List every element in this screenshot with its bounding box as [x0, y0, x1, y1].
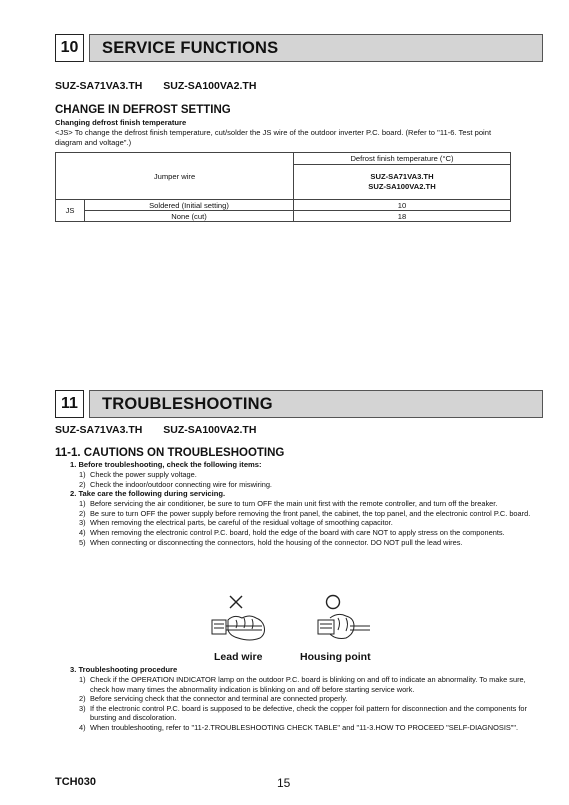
list-item: 1) Before servicing the air conditioner, be sure to turn OFF the main unit first with the remote controller, and turn off the breaker. — [79, 499, 498, 509]
header-jumper-wire: Jumper wire — [56, 153, 294, 200]
defrost-table — [55, 152, 511, 222]
caution-list — [70, 460, 545, 547]
model-name: SUZ-SA100VA2.TH — [163, 424, 257, 436]
section-title: TROUBLESHOOTING — [89, 390, 543, 418]
housing-point-label: Housing point — [300, 651, 371, 663]
hand-holding-housing-icon — [318, 614, 370, 638]
cross-icon — [230, 596, 242, 608]
subheading: CHANGE IN DEFROST SETTING — [55, 104, 231, 116]
setting-cell: Soldered (Initial setting) — [85, 200, 294, 211]
list-item: 1) Check the power supply voltage. — [79, 470, 197, 479]
subheading: 11-1. CAUTIONS ON TROUBLESHOOTING — [55, 447, 285, 459]
list-item: 3) If the electronic control P.C. board is supposed to be defective, check the copper foil pattern for disconnection and the components for bursting and discoloration. — [79, 703, 527, 723]
model-list — [55, 80, 274, 92]
model-cell — [293, 165, 510, 200]
group-title: 1. Before troubleshooting, check the following items: — [70, 460, 262, 469]
list-item: 5) When connecting or disconnecting the connectors, hold the housing of the connector. DO NOT pull the lead wires. — [79, 537, 463, 547]
list-item: 2) Before servicing check that the connector and terminal are connected properly. — [79, 694, 348, 704]
connector-figure — [200, 590, 400, 670]
model-line: SUZ-SA71VA3.TH — [370, 172, 434, 181]
circle-icon — [327, 596, 340, 609]
page-number: 15 — [277, 776, 291, 790]
list-item: 2) Check the indoor/outdoor connecting wire for miswiring. — [79, 479, 272, 489]
group-title: 2. Take care the following during servicing. — [70, 489, 226, 499]
sub-subheading: Changing defrost finish temperature — [55, 118, 187, 127]
model-name: SUZ-SA71VA3.TH — [55, 80, 143, 92]
model-list — [55, 424, 274, 436]
section-number: 11 — [55, 390, 84, 418]
setting-cell: None (cut) — [85, 211, 294, 222]
list-item: 4) When troubleshooting, refer to "11-2.TROUBLESHOOTING CHECK TABLE" and "11-3.HOW TO PROCEED "SELF-DIAGNOSIS"". — [79, 722, 519, 732]
section-number: 10 — [55, 34, 84, 62]
group-title: 3. Troubleshooting procedure — [70, 665, 178, 674]
intro-paragraph: <JS> To change the defrost finish temperature, cut/solder the JS wire of the outdoor inverter P.C. board. (Refer to "11-6. Test point diagram and voltage".) — [55, 128, 492, 147]
connector-illustration — [200, 590, 400, 652]
section-11-header — [55, 390, 543, 418]
document-code: TCH030 — [55, 776, 96, 788]
list-item: 1) Check if the OPERATION INDICATOR lamp on the outdoor P.C. board is blinking on and off to indicate an abnormality. To make sure, check how many times the abnormality indication is blinking on and off before starting service work. — [79, 675, 526, 694]
lead-wire-label: Lead wire — [214, 651, 263, 663]
value-cell: 10 — [293, 200, 510, 211]
model-line: SUZ-SA100VA2.TH — [368, 182, 436, 191]
model-name: SUZ-SA100VA2.TH — [163, 80, 257, 92]
section-10-header — [55, 34, 543, 62]
model-name: SUZ-SA71VA3.TH — [55, 424, 143, 436]
list-item: 4) When removing the electronic control P.C. board, hold the edge of the board with care NOT to apply stress on the components. — [79, 527, 505, 537]
list-item: 2) Be sure to turn OFF the power supply before removing the front panel, the cabinet, the top panel, and the electronic control P.C. board. — [79, 508, 531, 518]
list-item: 3) When removing the electrical parts, be careful of the residual voltage of smoothing capacitor. — [79, 518, 393, 528]
hand-pulling-wire-icon — [212, 616, 265, 640]
header-defrost-temp: Defrost finish temperature (°C) — [293, 153, 510, 165]
procedure-list — [70, 665, 545, 733]
js-label: JS — [56, 200, 85, 222]
section-title: SERVICE FUNCTIONS — [89, 34, 543, 62]
value-cell: 18 — [293, 211, 510, 222]
